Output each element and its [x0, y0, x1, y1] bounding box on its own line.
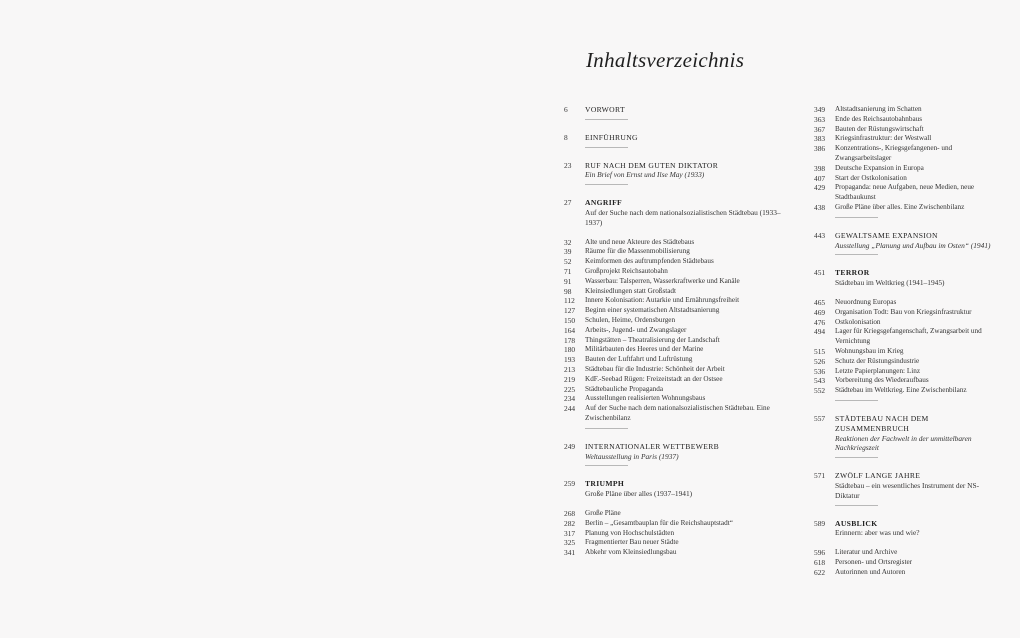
page-number: 429	[814, 183, 826, 193]
page-number: 469	[814, 307, 826, 317]
toc-subentry[interactable]	[564, 316, 784, 326]
toc-subentry[interactable]	[564, 394, 784, 404]
toc-entry[interactable]	[814, 268, 999, 288]
toc-subentry[interactable]	[814, 164, 999, 174]
section-title: Schutz der Rüstungsindustrie	[835, 356, 920, 365]
section-title: Kriegsinfrastruktur: der Westwall	[835, 134, 932, 143]
chapter-heading: INTERNATIONALER WETTBEWERB	[585, 441, 720, 451]
toc-subentry[interactable]	[814, 386, 999, 396]
toc-subentry[interactable]	[564, 296, 784, 306]
page-number: 268	[564, 508, 576, 518]
toc-subentry[interactable]	[814, 203, 999, 213]
toc-subentry[interactable]	[564, 287, 784, 297]
chapter-subtitle: Ein Brief von Ernst und Ilse May (1933)	[585, 170, 705, 180]
chapter-heading: AUSBLICK	[835, 518, 878, 528]
page-number: 465	[814, 297, 826, 307]
toc-entry[interactable]	[564, 133, 784, 143]
page-number: 225	[564, 384, 576, 394]
page-number: 451	[814, 268, 826, 278]
page-number: 219	[564, 374, 576, 384]
chapter-subtitle: Städtebau im Weltkrieg (1941–1945)	[835, 278, 945, 288]
toc-entry[interactable]	[564, 161, 784, 181]
toc-subentry[interactable]	[564, 538, 784, 548]
section-title: Schulen, Heime, Ordensburgen	[585, 315, 676, 324]
chapter-heading: TRIUMPH	[585, 479, 625, 489]
toc-subentry[interactable]	[814, 548, 999, 558]
section-title: Berlin – „Gesamtbauplan für die Reichshauptstadt“	[585, 518, 733, 527]
toc-subentry[interactable]	[564, 277, 784, 287]
section-title: Autorinnen und Autoren	[835, 567, 906, 576]
page-number: 112	[564, 296, 575, 306]
section-title: Kleinsiedlungen statt Großstadt	[585, 286, 677, 295]
page-number: 438	[814, 202, 826, 212]
section-title: Wasserbau: Talsperren, Wasserkraftwerke und Kanäle	[585, 276, 740, 285]
section-title: Ostkolonisation	[835, 317, 881, 326]
chapter-subtitle: Auf der Suche nach dem nationalsozialistischen Städtebau (1933–1937)	[585, 207, 781, 227]
toc-subentry[interactable]	[814, 327, 999, 347]
page-number: 596	[814, 548, 826, 558]
section-title: Auf der Suche nach dem nationalsozialistischen Städtebau. Eine Zwischenbilanz	[585, 404, 770, 422]
page-number: 234	[564, 394, 576, 404]
page-number: 71	[564, 266, 572, 276]
page-number: 367	[814, 124, 826, 134]
page-number: 536	[814, 366, 826, 376]
page-number: 180	[564, 345, 576, 355]
toc-subentry[interactable]	[814, 376, 999, 386]
toc-entry[interactable]	[814, 231, 999, 251]
chapter-heading: RUF NACH DEM GUTEN DIKTATOR	[585, 160, 719, 170]
section-title: Fragmentierter Bau neuer Städte	[585, 538, 679, 547]
section-title: Ende des Reichsautobahnbaus	[835, 114, 923, 123]
toc-subentry[interactable]	[564, 548, 784, 558]
page-number: 383	[814, 134, 826, 144]
toc-subentry[interactable]	[564, 238, 784, 248]
page-number: 589	[814, 518, 826, 528]
page-number: 27	[564, 198, 572, 208]
page-number: 363	[814, 114, 826, 124]
page-number: 526	[814, 356, 826, 366]
page-number: 164	[564, 325, 576, 335]
chapter-subtitle: Ausstellung „Planung und Aufbau im Osten“ (1941)	[835, 240, 991, 250]
section-title: Planung von Hochschulstädten	[585, 528, 675, 537]
toc-subentry[interactable]	[564, 385, 784, 395]
page-number: 178	[564, 335, 576, 345]
toc-subentry[interactable]	[814, 558, 999, 568]
chapter-heading: GEWALTSAME EXPANSION	[835, 230, 938, 240]
toc-entry[interactable]	[814, 414, 999, 453]
section-title: Neuordnung Europas	[835, 297, 897, 306]
toc-entry[interactable]	[564, 442, 784, 462]
section-title: Altstadtsanierung im Schatten	[835, 105, 922, 113]
section-title: Städtebau im Weltkrieg. Eine Zwischenbilanz	[835, 386, 967, 395]
section-title: Personen- und Ortsregister	[835, 557, 913, 566]
page-number: 91	[564, 276, 572, 286]
section-title: Innere Kolonisation: Autarkie und Ernährungsfreiheit	[585, 296, 740, 305]
toc-subentry[interactable]	[564, 257, 784, 267]
chapter-heading: EINFÜHRUNG	[585, 132, 638, 142]
toc-subentry[interactable]	[814, 183, 999, 203]
chapter-heading: ANGRIFF	[585, 198, 623, 208]
page-number: 552	[814, 386, 826, 396]
section-title: KdF.-Seebad Rügen: Freizeitstadt an der Ostsee	[585, 374, 723, 383]
page-number: 23	[564, 160, 572, 170]
page-number: 213	[564, 364, 576, 374]
toc-subentry[interactable]	[814, 174, 999, 184]
section-title: Große Pläne	[585, 508, 621, 517]
section-title: Arbeits-, Jugend- und Zwangslager	[585, 325, 687, 334]
page-number: 127	[564, 306, 576, 316]
toc-subentry[interactable]	[564, 345, 784, 355]
page-number: 618	[814, 557, 826, 567]
toc-subentry[interactable]	[564, 519, 784, 529]
toc-subentry[interactable]	[814, 347, 999, 357]
toc-entry[interactable]	[814, 519, 999, 539]
page-number: 398	[814, 163, 826, 173]
toc-right-column	[814, 105, 999, 577]
toc-subentry[interactable]	[564, 247, 784, 257]
section-title: Alte und neue Akteure des Städtebaus	[585, 237, 695, 246]
section-title: Räume für die Massenmobilisierung	[585, 247, 690, 256]
page-number: 443	[814, 230, 826, 240]
chapter-heading: VORWORT	[585, 105, 625, 114]
toc-subentry[interactable]	[814, 115, 999, 125]
page-number: 557	[814, 413, 826, 423]
page-number: 52	[564, 257, 572, 267]
section-title: Militärbauten des Heeres und der Marine	[585, 345, 704, 354]
page-number: 8	[564, 132, 568, 142]
toc-subentry[interactable]	[564, 306, 784, 316]
toc-subentry[interactable]	[564, 355, 784, 365]
section-title: Bauten der Rüstungswirtschaft	[835, 124, 924, 133]
page-number: 571	[814, 471, 826, 481]
section-title: Keimformen des auftrumpfenden Städtebaus	[585, 257, 714, 266]
page-number: 6	[564, 105, 568, 114]
toc-entry[interactable]	[564, 105, 784, 115]
section-title: Bauten der Luftfahrt und Luftrüstung	[585, 355, 693, 364]
toc-entry[interactable]	[564, 479, 784, 499]
page-number: 249	[564, 441, 576, 451]
section-title: Abkehr vom Kleinsiedlungsbau	[585, 548, 677, 557]
toc-subentry[interactable]	[564, 336, 784, 346]
toc-subentry[interactable]	[564, 267, 784, 277]
section-title: Deutsche Expansion in Europa	[835, 163, 924, 172]
toc-subentry[interactable]	[564, 365, 784, 375]
section-title: Städtebauliche Propaganda	[585, 384, 664, 393]
section-title: Ausstellungen realisierten Wohnungsbaus	[585, 394, 706, 403]
toc-subentry[interactable]	[814, 318, 999, 328]
page-title: Inhaltsverzeichnis	[586, 48, 745, 72]
section-title: Propaganda: neue Aufgaben, neue Medien, neue Stadtbaukunst	[835, 183, 975, 202]
page-number: 476	[814, 317, 826, 327]
page-number: 325	[564, 538, 576, 548]
page-number: 543	[814, 376, 826, 386]
toc-subentry[interactable]	[814, 144, 999, 164]
section-title: Vorbereitung des Wiederaufbaus	[835, 376, 929, 385]
section-title: Konzentrations-, Kriegsgefangenen- und Zwangsarbeitslager	[835, 144, 953, 162]
toc-subentry[interactable]	[814, 125, 999, 135]
section-title: Großprojekt Reichsautobahn	[585, 266, 668, 275]
toc-subentry[interactable]	[814, 105, 999, 115]
page-number: 282	[564, 518, 576, 528]
toc-subentry[interactable]	[564, 404, 784, 424]
page-number: 39	[564, 247, 572, 257]
section-title: Beginn einer systematischen Altstadtsanierung	[585, 306, 720, 315]
page-number: 244	[564, 404, 576, 414]
toc-entry[interactable]	[814, 471, 999, 500]
toc-left-column	[564, 105, 784, 558]
section-title: Große Pläne über alles. Eine Zwischenbilanz	[835, 202, 965, 211]
chapter-subtitle: Weltausstellung in Paris (1937)	[585, 451, 679, 461]
chapter-subtitle: Städtebau – ein wesentliches Instrument der NS-Diktatur	[835, 480, 980, 500]
toc-subentry[interactable]	[564, 375, 784, 385]
page-number: 386	[814, 144, 826, 154]
section-title: Wohnungsbau im Krieg	[835, 346, 904, 355]
page-number: 193	[564, 355, 576, 365]
page-number: 98	[564, 286, 572, 296]
page-number: 622	[814, 567, 826, 577]
page-number: 494	[814, 327, 826, 337]
toc-subentry[interactable]	[564, 509, 784, 519]
page-number: 407	[814, 173, 826, 183]
section-title: Thingstätten – Theatralisierung der Landschaft	[585, 335, 720, 344]
toc-subentry[interactable]	[814, 134, 999, 144]
toc-subentry[interactable]	[814, 298, 999, 308]
section-title: Letzte Papierplanungen: Linz	[835, 366, 921, 375]
page-number: 341	[564, 548, 576, 558]
chapter-heading: STÄDTEBAU NACH DEM ZUSAMMENBRUCH	[835, 413, 929, 433]
section-title: Lager für Kriegsgefangenschaft, Zwangsarbeit und Vernichtung	[835, 327, 982, 346]
chapter-subtitle: Große Pläne über alles (1937–1941)	[585, 489, 693, 499]
page-number: 515	[814, 346, 826, 356]
page-number: 150	[564, 315, 576, 325]
chapter-subtitle: Erinnern: aber was und wie?	[835, 528, 920, 538]
section-title: Start der Ostkolonisation	[835, 173, 907, 182]
section-title: Organisation Todt: Bau von Kriegsinfrastruktur	[835, 307, 972, 316]
toc-subentry[interactable]	[814, 357, 999, 367]
chapter-subtitle: Reaktionen der Fachwelt in der unmittelbaren Nachkriegszeit	[835, 433, 972, 453]
page-number: 349	[814, 105, 826, 114]
page-number: 317	[564, 528, 576, 538]
toc-subentry[interactable]	[564, 326, 784, 336]
chapter-heading: ZWÖLF LANGE JAHRE	[835, 471, 921, 481]
toc-entry[interactable]	[564, 198, 784, 227]
chapter-heading: TERROR	[835, 268, 870, 278]
toc-subentry[interactable]	[814, 367, 999, 377]
toc-subentry[interactable]	[814, 308, 999, 318]
section-title: Städtebau für die Industrie: Schönheit der Arbeit	[585, 364, 725, 373]
page-number: 259	[564, 479, 576, 489]
page-number: 32	[564, 237, 572, 247]
toc-subentry[interactable]	[564, 529, 784, 539]
toc-subentry[interactable]	[814, 568, 999, 578]
section-title: Literatur und Archive	[835, 548, 898, 557]
